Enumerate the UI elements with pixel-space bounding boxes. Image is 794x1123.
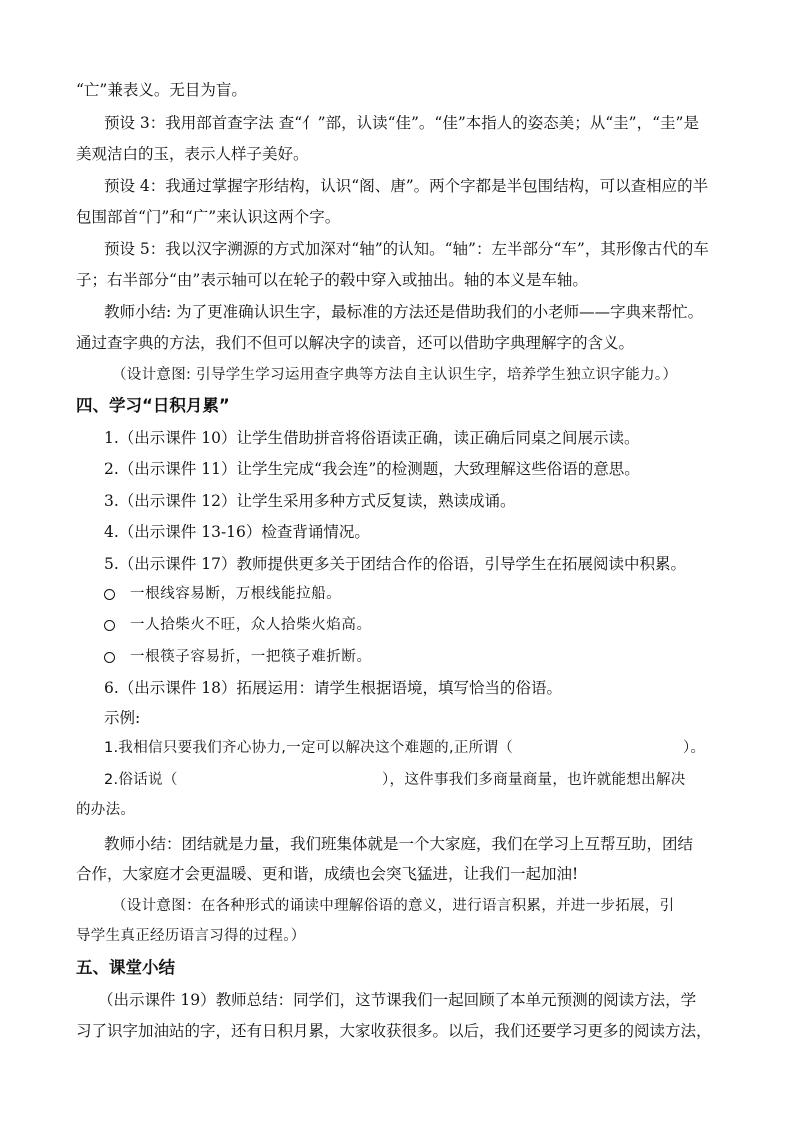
step-6-line: 6.（出示课件 18）拓展运用：请学生根据语境，填写恰当的俗语。 bbox=[104, 679, 562, 697]
step-2-line: 2.（出示课件 11）让学生完成“我会连”的检测题，大致理解这些俗语的意思。 bbox=[104, 460, 640, 478]
paragraph-line: “亡”兼表义。无目为盲。 bbox=[76, 81, 247, 99]
proverb-item: 一人拾柴火不旺，众人拾柴火焰高。 bbox=[130, 617, 372, 633]
design-intent-note: （设计意图：在各种形式的诵读中理解俗语的意义，进行语言积累，并进一步拓展，引 bbox=[112, 898, 675, 914]
example-2-end: 的办法。 bbox=[76, 802, 136, 818]
design-intent-note-end: 导学生真正经历语言习得的过程。） bbox=[76, 928, 306, 944]
teacher-summary-line: 教师小结: 为了更准确认识生字，最标准的方法还是借助我们的小老师——字典来帮忙。 bbox=[104, 303, 704, 321]
example-2-rest: ），这件事我们多商量商量，也许就能想出解决 bbox=[382, 772, 686, 788]
teacher-summary-line: 教师小结：团结就是力量，我们班集体就是一个大家庭，我们在学习上互帮互助，团结 bbox=[104, 835, 694, 853]
class-summary-line: （出示课件 19）教师总结：同学们，这节课我们一起回顾了本单元预测的阅读方法，学 bbox=[98, 991, 697, 1009]
example-1-close: ）。 bbox=[683, 740, 706, 756]
preset-5-line: 预设 5：我以汉字溯源的方式加深对“轴”的认知。“轴”：左半部分“车”，其形像古代的车 bbox=[104, 240, 709, 258]
paragraph-line: 包围部首“门”和“广”来认识这两个字。 bbox=[76, 208, 341, 226]
step-4-line: 4.（出示课件 13-16）检查背诵情况。 bbox=[104, 523, 370, 541]
circle-bullet-icon bbox=[104, 620, 115, 631]
step-1-line: 1.（出示课件 10）让学生借助拼音将俗语读正确，读正确后同桌之间展示读。 bbox=[104, 429, 640, 447]
proverb-item: 一根筷子容易折，一把筷子难折断。 bbox=[130, 649, 372, 665]
design-intent-note: （设计意图: 引导学生学习运用查字典等方法自主认识生字，培养学生独立识字能力。） bbox=[112, 367, 678, 383]
proverb-item: 一根线容易断，万根线能拉船。 bbox=[130, 586, 342, 602]
step-5-line: 5.（出示课件 17）教师提供更多关于团结合作的俗语，引导学生在拓展阅读中积累。 bbox=[104, 555, 686, 573]
paragraph-line: 习了识字加油站的字，还有日积月累，大家收获很多。以后，我们还要学习更多的阅读方法， bbox=[76, 1022, 712, 1040]
example-2-text: 2.俗话说（ bbox=[104, 772, 178, 788]
section-heading-5: 五、课堂小结 bbox=[76, 958, 175, 977]
preset-3-line: 预设 3：我用部首查字法 查“亻”部，认读“佳”。“佳”本指人的姿态美；从“圭”，“圭”是 bbox=[104, 114, 699, 132]
paragraph-line: 美观洁白的玉，表示人样子美好。 bbox=[76, 145, 309, 163]
paragraph-line: 子；右半部分“由”表示轴可以在轮子的毂中穿入或抽出。轴的本义是车轴。 bbox=[76, 271, 588, 289]
circle-bullet-icon bbox=[104, 589, 115, 600]
paragraph-line: 合作，大家庭才会更温暖、更和谐，成绩也会突飞猛进，让我们一起加油! bbox=[76, 865, 579, 883]
step-3-line: 3.（出示课件 12）让学生采用多种方式反复读，熟读成诵。 bbox=[104, 492, 516, 510]
example-1-text: 1.我相信只要我们齐心协力,一定可以解决这个难题的,正所谓（ bbox=[104, 740, 514, 756]
paragraph-line: 通过查字典的方法，我们不但可以解决字的读音，还可以借助字典理解字的含义。 bbox=[76, 334, 635, 352]
example-label: 示例: bbox=[104, 709, 141, 727]
circle-bullet-icon bbox=[104, 652, 115, 663]
section-heading-4: 四、学习“日积月累” bbox=[76, 396, 230, 415]
preset-4-line: 预设 4：我通过掌握字形结构，认识“阁、唐”。两个字都是半包围结构，可以查相应的半 bbox=[104, 177, 709, 195]
